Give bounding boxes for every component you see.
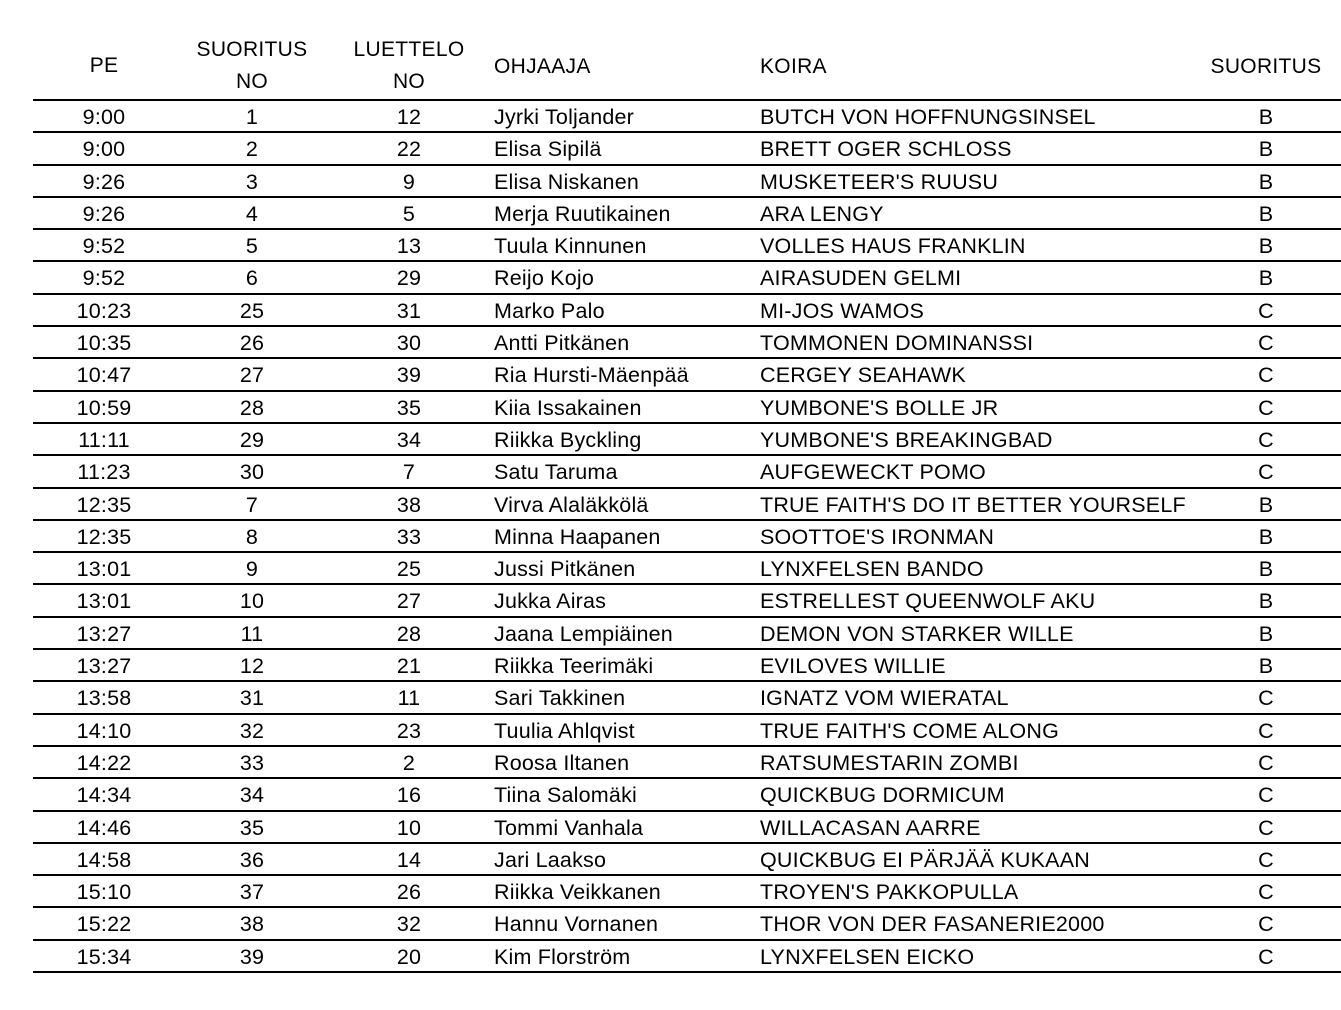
header-koira: KOIRA — [760, 55, 827, 78]
cell-suoritus: C — [1258, 395, 1274, 420]
cell-suoritus-no: 11 — [240, 621, 264, 646]
table-row — [33, 521, 1341, 553]
cell-suoritus: C — [1258, 686, 1274, 711]
header-luettelo-no-line1: LUETTELO — [353, 38, 465, 61]
cell-ohjaaja: Riikka Veikkanen — [494, 880, 661, 905]
cell-luettelo-no: 26 — [396, 880, 422, 905]
cell-suoritus-no: 25 — [239, 298, 265, 323]
cell-koira: TRUE FAITH'S COME ALONG — [760, 718, 1059, 743]
cell-ohjaaja: Jukka Airas — [494, 589, 607, 614]
table-row — [33, 908, 1341, 940]
cell-suoritus: C — [1258, 912, 1274, 937]
cell-koira: VOLLES HAUS FRANKLIN — [760, 234, 1026, 259]
cell-koira: QUICKBUG DORMICUM — [760, 783, 1005, 808]
cell-ohjaaja: Tommi Vanhala — [494, 815, 644, 840]
cell-suoritus-no: 4 — [245, 201, 259, 226]
cell-suoritus-no: 37 — [239, 880, 265, 905]
cell-pe: 10:23 — [76, 298, 132, 323]
cell-suoritus: C — [1258, 880, 1274, 905]
cell-luettelo-no: 7 — [402, 460, 416, 485]
cell-suoritus: C — [1258, 783, 1274, 808]
cell-luettelo-no: 33 — [396, 524, 422, 549]
cell-suoritus: C — [1258, 460, 1274, 485]
cell-pe: 13:01 — [76, 557, 132, 582]
cell-luettelo-no: 14 — [396, 847, 422, 872]
cell-koira: AUFGEWECKT POMO — [760, 460, 986, 485]
table-row — [33, 779, 1341, 811]
cell-suoritus-no: 2 — [245, 137, 259, 162]
table-body — [33, 101, 1341, 973]
cell-suoritus-no: 7 — [245, 492, 259, 517]
header-suoritus-no-line2: NO — [235, 70, 269, 93]
cell-luettelo-no: 31 — [396, 298, 422, 323]
cell-pe: 12:35 — [76, 492, 132, 517]
cell-koira: TOMMONEN DOMINANSSI — [760, 331, 1034, 356]
cell-luettelo-no: 28 — [396, 621, 422, 646]
table-row — [33, 327, 1341, 359]
cell-luettelo-no: 16 — [396, 783, 422, 808]
cell-suoritus: B — [1258, 105, 1274, 129]
cell-suoritus: B — [1258, 492, 1274, 517]
cell-ohjaaja: Tuulia Ahlqvist — [494, 718, 635, 743]
cell-ohjaaja: Ria Hursti-Mäenpää — [494, 363, 689, 388]
cell-luettelo-no: 21 — [396, 654, 422, 679]
cell-ohjaaja: Riikka Teerimäki — [494, 654, 654, 679]
cell-luettelo-no: 25 — [396, 557, 422, 582]
cell-koira: YUMBONE'S BREAKINGBAD — [760, 427, 1053, 452]
cell-suoritus-no: 34 — [239, 783, 265, 808]
cell-pe: 9:26 — [82, 201, 126, 226]
cell-ohjaaja: Jaana Lempiäinen — [494, 621, 673, 646]
cell-pe: 12:35 — [76, 524, 132, 549]
cell-suoritus: B — [1258, 266, 1274, 291]
cell-koira: LYNXFELSEN BANDO — [760, 557, 984, 582]
cell-koira: THOR VON DER FASANERIE2000 — [760, 912, 1105, 937]
cell-koira: EVILOVES WILLIE — [760, 654, 946, 679]
cell-pe: 9:00 — [82, 105, 126, 129]
cell-koira: SOOTTOE'S IRONMAN — [760, 524, 995, 549]
cell-koira: LYNXFELSEN EICKO — [760, 944, 975, 969]
cell-suoritus-no: 10 — [239, 589, 265, 614]
header-luettelo-no-line2: NO — [392, 70, 426, 93]
cell-suoritus: B — [1258, 589, 1274, 614]
cell-suoritus-no: 27 — [239, 363, 265, 388]
table-row — [33, 650, 1341, 682]
cell-luettelo-no: 12 — [396, 105, 422, 129]
cell-suoritus-no: 5 — [245, 234, 259, 259]
cell-koira: BRETT OGER SCHLOSS — [760, 137, 1012, 162]
table-row — [33, 618, 1341, 650]
cell-suoritus: B — [1258, 524, 1274, 549]
cell-pe: 9:26 — [82, 169, 126, 194]
cell-suoritus-no: 1 — [245, 105, 259, 129]
cell-suoritus: C — [1258, 750, 1274, 775]
cell-luettelo-no: 29 — [396, 266, 422, 291]
cell-luettelo-no: 20 — [396, 944, 422, 969]
cell-ohjaaja: Minna Haapanen — [494, 524, 661, 549]
cell-koira: BUTCH VON HOFFNUNGSINSEL — [760, 105, 1096, 129]
table-row — [33, 101, 1341, 133]
cell-ohjaaja: Riikka Byckling — [494, 427, 642, 452]
cell-suoritus-no: 9 — [245, 557, 259, 582]
cell-ohjaaja: Virva Alaläkkölä — [494, 492, 649, 517]
cell-ohjaaja: Tiina Salomäki — [494, 783, 638, 808]
cell-pe: 9:52 — [82, 266, 126, 291]
table-header — [33, 32, 1341, 101]
cell-koira: YUMBONE'S BOLLE JR — [760, 395, 999, 420]
cell-pe: 13:27 — [76, 654, 132, 679]
table-row — [33, 489, 1341, 521]
table-row — [33, 230, 1341, 262]
cell-ohjaaja: Hannu Vornanen — [494, 912, 659, 937]
cell-koira: IGNATZ VOM WIERATAL — [760, 686, 1009, 711]
cell-koira: DEMON VON STARKER WILLE — [760, 621, 1074, 646]
cell-suoritus: B — [1258, 201, 1274, 226]
cell-pe: 10:35 — [76, 331, 132, 356]
cell-suoritus-no: 28 — [239, 395, 265, 420]
cell-pe: 10:47 — [76, 363, 132, 388]
cell-koira: TROYEN'S PAKKOPULLA — [760, 880, 1019, 905]
cell-koira: ARA LENGY — [760, 201, 884, 226]
cell-pe: 13:58 — [76, 686, 132, 711]
cell-pe: 10:59 — [76, 395, 132, 420]
cell-ohjaaja: Kiia Issakainen — [494, 395, 642, 420]
cell-suoritus-no: 33 — [239, 750, 265, 775]
cell-koira: MI-JOS WAMOS — [760, 298, 925, 323]
cell-suoritus: C — [1258, 718, 1274, 743]
cell-ohjaaja: Kim Florström — [494, 944, 631, 969]
cell-ohjaaja: Merja Ruutikainen — [494, 201, 671, 226]
table-row — [33, 553, 1341, 585]
table-row — [33, 812, 1341, 844]
cell-luettelo-no: 34 — [396, 427, 422, 452]
cell-luettelo-no: 38 — [396, 492, 422, 517]
cell-suoritus: C — [1258, 363, 1274, 388]
table-row — [33, 876, 1341, 908]
cell-ohjaaja: Jussi Pitkänen — [494, 557, 636, 582]
cell-koira: WILLACASAN AARRE — [760, 815, 981, 840]
cell-suoritus-no: 32 — [239, 718, 265, 743]
cell-pe: 14:22 — [76, 750, 132, 775]
cell-pe: 15:10 — [76, 880, 132, 905]
cell-pe: 9:52 — [82, 234, 126, 259]
cell-suoritus-no: 35 — [239, 815, 265, 840]
cell-suoritus: C — [1258, 298, 1274, 323]
header-suoritus-no-line1: SUORITUS — [196, 38, 308, 61]
cell-pe: 9:00 — [82, 137, 126, 162]
cell-suoritus-no: 12 — [239, 654, 265, 679]
cell-suoritus-no: 26 — [239, 331, 265, 356]
cell-suoritus: B — [1258, 169, 1274, 194]
cell-pe: 13:01 — [76, 589, 132, 614]
cell-pe: 14:34 — [76, 783, 132, 808]
cell-ohjaaja: Elisa Sipilä — [494, 137, 602, 162]
table-row — [33, 166, 1341, 198]
cell-suoritus-no: 36 — [239, 847, 265, 872]
cell-luettelo-no: 22 — [396, 137, 422, 162]
cell-ohjaaja: Marko Palo — [494, 298, 605, 323]
cell-suoritus: B — [1258, 621, 1274, 646]
cell-luettelo-no: 27 — [396, 589, 422, 614]
cell-suoritus-no: 31 — [239, 686, 265, 711]
table-row — [33, 941, 1341, 973]
cell-suoritus: B — [1258, 557, 1274, 582]
table-row — [33, 133, 1341, 165]
cell-pe: 14:10 — [76, 718, 132, 743]
cell-koira: RATSUMESTARIN ZOMBI — [760, 750, 1019, 775]
cell-pe: 11:23 — [77, 460, 131, 485]
cell-suoritus: C — [1258, 331, 1274, 356]
table-row — [33, 456, 1341, 488]
header-pe: PE — [89, 54, 119, 77]
cell-suoritus: B — [1258, 234, 1274, 259]
cell-luettelo-no: 11 — [397, 686, 421, 711]
cell-ohjaaja: Satu Taruma — [494, 460, 618, 485]
header-suoritus: SUORITUS — [1210, 55, 1322, 78]
cell-luettelo-no: 35 — [396, 395, 422, 420]
cell-suoritus: C — [1258, 847, 1274, 872]
header-ohjaaja: OHJAAJA — [494, 55, 591, 78]
table-row — [33, 262, 1341, 294]
cell-suoritus-no: 38 — [239, 912, 265, 937]
cell-luettelo-no: 39 — [396, 363, 422, 388]
cell-ohjaaja: Roosa Iltanen — [494, 750, 630, 775]
cell-koira: QUICKBUG EI PÄRJÄÄ KUKAAN — [760, 847, 1090, 872]
table-row — [33, 198, 1341, 230]
table-row — [33, 392, 1341, 424]
cell-ohjaaja: Antti Pitkänen — [494, 331, 630, 356]
schedule-table — [33, 32, 1341, 973]
table-row — [33, 747, 1341, 779]
cell-pe: 15:22 — [76, 912, 132, 937]
cell-luettelo-no: 23 — [396, 718, 422, 743]
cell-ohjaaja: Elisa Niskanen — [494, 169, 640, 194]
table-row — [33, 682, 1341, 714]
cell-pe: 14:46 — [76, 815, 132, 840]
cell-suoritus-no: 29 — [239, 427, 265, 452]
cell-suoritus: B — [1258, 137, 1274, 162]
cell-suoritus: C — [1258, 944, 1274, 969]
table-row — [33, 844, 1341, 876]
cell-pe: 15:34 — [76, 944, 132, 969]
cell-ohjaaja: Reijo Kojo — [494, 266, 594, 291]
cell-koira: TRUE FAITH'S DO IT BETTER YOURSELF — [760, 492, 1186, 517]
cell-koira: AIRASUDEN GELMI — [760, 266, 962, 291]
cell-luettelo-no: 30 — [396, 331, 422, 356]
cell-ohjaaja: Tuula Kinnunen — [494, 234, 647, 259]
table-row — [33, 295, 1341, 327]
cell-luettelo-no: 10 — [396, 815, 422, 840]
table-row — [33, 359, 1341, 391]
cell-koira: ESTRELLEST QUEENWOLF AKU — [760, 589, 1096, 614]
cell-pe: 13:27 — [76, 621, 132, 646]
table-row — [33, 424, 1341, 456]
cell-koira: CERGEY SEAHAWK — [760, 363, 966, 388]
cell-luettelo-no: 13 — [396, 234, 422, 259]
cell-suoritus: B — [1258, 654, 1274, 679]
table-row — [33, 585, 1341, 617]
cell-ohjaaja: Sari Takkinen — [494, 686, 626, 711]
cell-suoritus-no: 39 — [239, 944, 265, 969]
cell-suoritus-no: 3 — [245, 169, 259, 194]
cell-suoritus: C — [1258, 427, 1274, 452]
cell-luettelo-no: 32 — [396, 912, 422, 937]
cell-luettelo-no: 2 — [402, 750, 416, 775]
cell-luettelo-no: 5 — [402, 201, 416, 226]
cell-pe: 14:58 — [76, 847, 132, 872]
cell-ohjaaja: Jari Laakso — [494, 847, 607, 872]
cell-ohjaaja: Jyrki Toljander — [494, 105, 635, 129]
cell-koira: MUSKETEER'S RUUSU — [760, 169, 999, 194]
cell-suoritus-no: 30 — [239, 460, 265, 485]
cell-suoritus-no: 8 — [245, 524, 259, 549]
cell-suoritus: C — [1258, 815, 1274, 840]
cell-luettelo-no: 9 — [402, 169, 416, 194]
cell-suoritus-no: 6 — [245, 266, 259, 291]
table-row — [33, 715, 1341, 747]
cell-pe: 11:11 — [78, 427, 130, 452]
